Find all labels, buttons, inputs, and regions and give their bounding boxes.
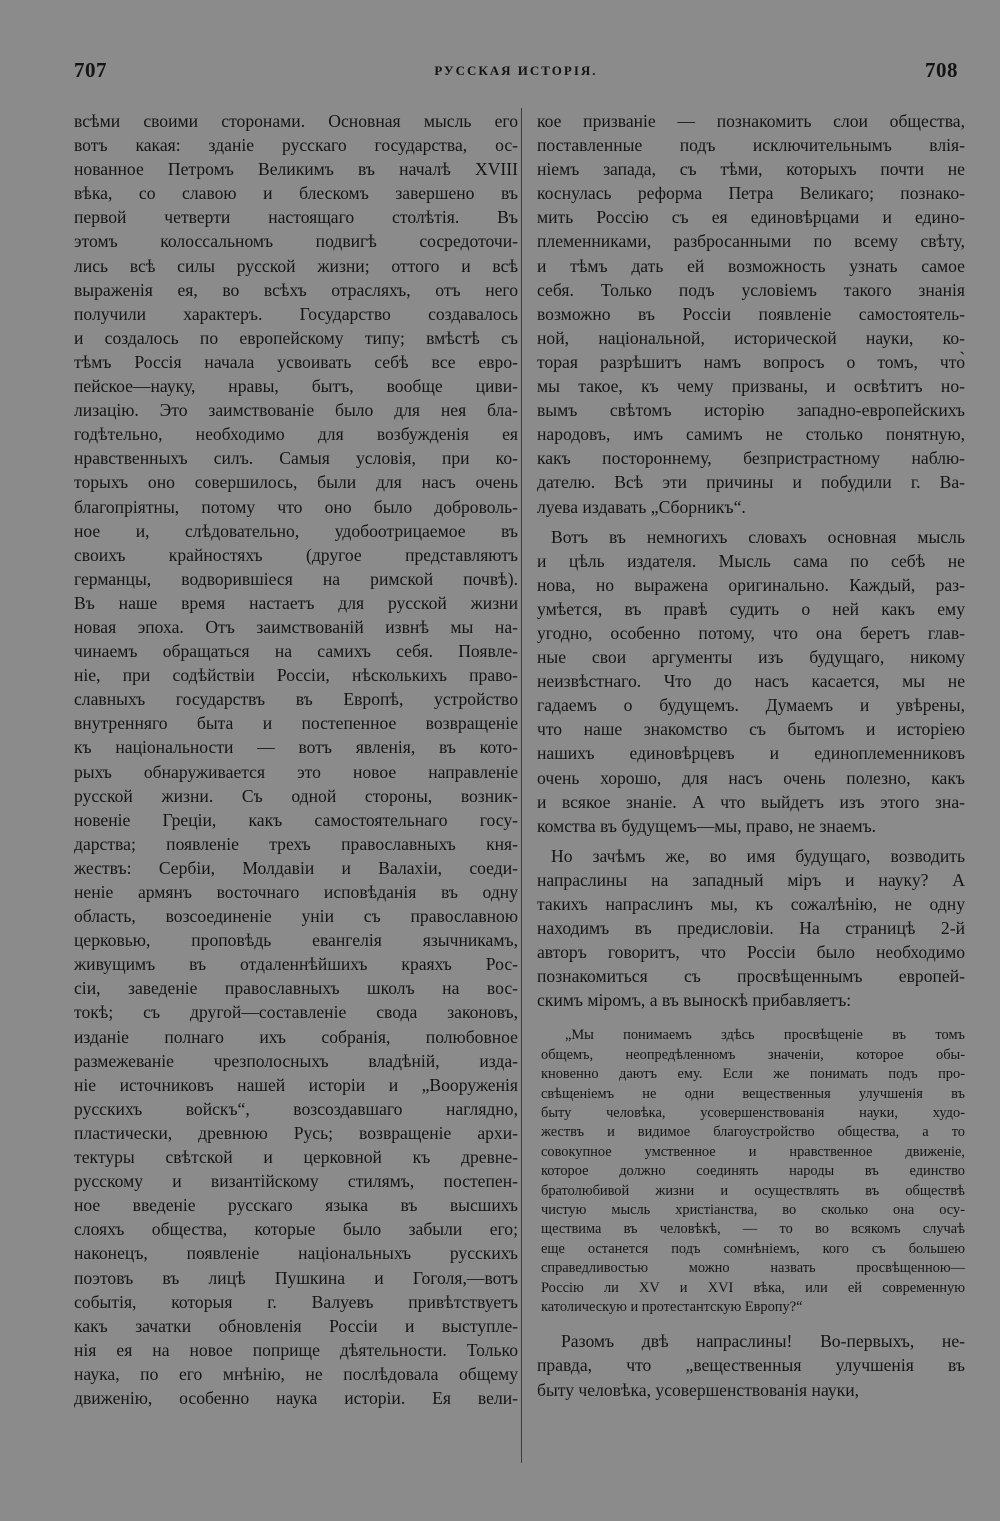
text-line: выраженія ея, во всѣхъ отрасляхъ, отъ него [74,279,518,300]
text-line: поэтовъ въ лицѣ Пушкина и Гоголя,—вотъ [74,1267,518,1288]
text-line: сіи, заведеніе православныхъ школъ на вос- [74,978,518,999]
text-line: торая разрѣшитъ намъ вопросъ о томъ, что̀ [537,351,965,372]
text-line: нованное Петромъ Великимъ въ началѣ XVIII [74,159,518,180]
text-line: народовъ, имъ самимъ не столько понятную, [537,424,965,445]
text-line: наука, по его мнѣнію, не послѣдовала общему [74,1363,518,1384]
text-line: Но зачѣмъ же, во имя будущаго, возводить [551,845,965,866]
quote-line: братолюбивой жизни и осуществлять въ обществѣ [541,1182,965,1199]
text-line: нія ея на новое поприще дѣятельности. Только [74,1339,518,1360]
quote-line: кновенно даютъ ему. Если же понимать подъ про- [541,1066,965,1083]
text-line: ніе, при содѣйствіи Россіи, нѣсколькихъ право- [74,665,518,686]
text-line: нашихъ единовѣрцевъ и единоплеменниковъ [537,743,965,764]
text-line: возможно въ Россіи появленіе самостоятель- [537,303,965,324]
text-line: какъ зачатки обновленія Россіи и выступле- [74,1315,518,1336]
block-quote [537,1026,965,1317]
quote-line: совокупное умственное и нравственное движеніе, [541,1143,965,1160]
text-line: и цѣль издателя. Мысль сама по себѣ не [537,550,965,571]
text-line: внутренняго быта и постепенное возвращеніе [74,713,518,734]
text-line: чинаемъ обращаться на самихъ себя. Появле- [74,641,518,662]
text-line: и тѣмъ дать ей возможность узнать самое [537,255,965,276]
text-line: что наше знакомство съ бытомъ и исторіею [537,719,965,740]
quote-line: жествъ и видимое благоустройство общества, а то [541,1124,965,1141]
text-line: умѣется, въ правѣ судить о ней какъ ему [537,598,965,619]
text-line: вымъ свѣтомъ исторію западно-европейскихъ [537,400,965,421]
text-line: коснулась реформа Петра Великаго; познако- [537,183,965,204]
text-line: ной, національной, исторической науки, ко- [537,327,965,348]
column-divider [521,108,522,1463]
text-line: находимъ въ предисловіи. На страницѣ 2-й [537,918,965,939]
text-line: къ національности — вотъ явленія, въ кото- [74,737,518,758]
text-line: напраслины на западный міръ и науку? А [537,869,965,890]
text-line: комства въ будущемъ—мы, право, не знаемъ. [537,815,877,836]
text-line: лись всѣ силы русской жизни; оттого и всѣ [74,255,518,276]
text-line: благопріятны, потому что оно было доброволь- [74,496,518,517]
text-line: племенниками, разбросанными по всему свѣту, [537,231,965,252]
text-line: всѣми своими сторонами. Основная мысль его [74,111,518,131]
text-line: луева издавать „Сборникъ“. [537,496,746,517]
quote-line: чистую мысль христіанства, во сколько она осу- [541,1201,965,1218]
text-line: мы такое, къ чему призваны, и освѣтитъ но- [537,376,965,397]
quote-line: ществима въ человѣкѣ, — то во всякомъ случаѣ [541,1221,965,1238]
quote-line: католическую и протестантскую Европу?“ [541,1298,803,1315]
text-line: Въ наше время настаетъ для русской жизни [74,592,518,613]
text-line: вѣка, со славою и блескомъ завершено въ [74,183,518,204]
text-line: угодно, особенно потому, что она беретъ глав- [537,622,965,643]
text-line: лизацію. Это заимствованіе было для нея бла- [74,400,518,421]
text-line: Вотъ въ немногихъ словахъ основная мысль [551,526,965,547]
text-line: вотъ какая: зданіе русскаго государства, ос- [74,135,518,156]
text-line: русскому и византійскому стилямъ, постепен- [74,1171,518,1192]
text-line: нова, но выражена оригинально. Каждый, раз- [537,574,965,595]
page-number-right: 708 [925,58,958,82]
text-line: церковью, проповѣдь евангелія язычникамъ, [74,930,518,951]
text-line: Разомъ двѣ напраслины! Во-первыхъ, не- [561,1331,965,1352]
text-line: получили характеръ. Государство создавалось [74,303,518,324]
text-line: токѣ; съ другой—составленіе свода законовъ, [74,1002,518,1023]
paragraph-3 [537,844,965,1013]
text-line: торыхъ оно совершилось, были для насъ очень [74,472,518,493]
text-line: неніе армянъ восточнаго исповѣданія въ одну [74,882,518,902]
text-line: кое призваніе — познакомить слои общества, [537,111,965,131]
text-line: своихъ крайностяхъ (другое представляютъ [74,544,518,565]
text-line: и всякое знаніе. А что выйдетъ изъ этого зна- [537,791,965,812]
text-line: жествъ: Сербіи, Молдавіи и Валахіи, соеди- [74,857,518,878]
text-line: ніе источниковъ нашей исторіи и „Вооруженія [74,1074,518,1095]
right-column [537,109,965,1402]
text-line: такихъ напраслинъ мы, къ сожалѣнію, не одну [537,894,965,914]
text-line: очень хорошо, для насъ очень полезно, какъ [537,767,965,788]
text-line: ніемъ запада, съ тѣми, которыхъ почти не [537,159,965,180]
text-line: тѣмъ Россія начала усвоивать себѣ все евро- [74,351,518,372]
text-line: нравственныхъ силъ. Самыя условія, при ко- [74,448,518,469]
text-line: авторъ говоритъ, что Россіи было необходимо [537,942,965,963]
text-line: изданіе полнаго ихъ собранія, полюбовное [74,1026,518,1047]
text-line: неизвѣстнаго. Что до насъ касается, мы не [537,671,965,692]
text-line: поставленные подъ исключительнымъ влія- [537,135,965,156]
text-line: быту человѣка, усовершенствованія науки, [537,1379,860,1400]
text-line: ное введеніе русскаго языка въ высшихъ [74,1195,518,1216]
text-line: познакомиться съ просвѣщеннымъ европей- [537,966,965,987]
paragraph-1 [537,109,965,519]
text-line: наконецъ, появленіе національныхъ русскихъ [74,1243,518,1264]
running-title: РУССКАЯ ИСТОРІЯ. [434,63,598,78]
text-line: какъ постороннему, безпристрастному наблю- [537,448,965,469]
quote-line: справедливостью можно назвать просвѣщенною— [541,1260,965,1277]
text-line: слояхъ общества, которые было забыли его; [74,1219,518,1240]
page-number-left: 707 [74,58,107,82]
text-line: себя. Только подъ условіемъ такого знанія [537,279,965,300]
text-line: русскихъ войскъ“, возсоздавшаго наглядно, [74,1098,518,1119]
text-line: дателю. Всѣ эти причины и побудили г. Ва- [537,472,965,493]
text-line: дарства; появленіе трехъ православныхъ кня- [74,833,518,854]
text-line: пейское—науку, нравы, бытъ, вообще циви- [74,376,518,397]
paragraph-2 [537,525,965,838]
text-line: славныхъ государствъ въ Европѣ, устройство [74,689,518,710]
text-line: правда, что „вещественныя улучшенія въ [537,1355,965,1376]
left-column [74,109,518,1410]
paragraph-4 [537,1329,965,1401]
text-line: рыхъ обнаруживается это новое направленіе [74,761,518,782]
text-line: новая эпоха. Отъ заимствованій извнѣ мы на- [74,616,518,637]
text-line: размежеваніе чрезполосныхъ владѣній, изда- [74,1050,518,1071]
quote-line: которое должно соединять народы въ единство [541,1163,965,1180]
text-line: пластически, древнюю Русь; возвращеніе архи- [74,1122,518,1143]
text-line: ные свои аргументы изъ будущаго, никому [537,647,965,668]
text-line: тектуры свѣтской и церковной къ древне- [74,1147,518,1168]
quote-line: свѣщеніемъ не одни вещественныя улучшенія въ [541,1085,965,1102]
quote-line: Россію ли XV и XVI вѣка, или ей современную [541,1279,965,1296]
text-line: первой четверти настоящаго столѣтія. Въ [74,207,518,228]
quote-line: еще останется подъ сомнѣніемъ, кого съ большею [541,1240,965,1257]
text-line: новеніе Греціи, какъ самостоятельнаго госу- [74,809,518,830]
text-line: мить Россію съ ея единовѣрцами и едино- [537,207,965,228]
text-line: и создалось по европейскому типу; вмѣстѣ съ [74,327,518,348]
quote-line: быту человѣка, усовершенствованія науки, худо- [541,1105,965,1122]
quote-line: общемъ, неопредѣленномъ значеніи, которое обы- [541,1046,965,1063]
text-line: годѣтельно, необходимо для возбужденія ея [74,424,518,445]
text-line: ное и, слѣдовательно, удобоотрицаемое въ [74,520,518,541]
text-line: живущимъ въ отдаленнѣйшихъ краяхъ Рос- [74,954,518,975]
quote-line: „Мы понимаемъ здѣсь просвѣщеніе въ томъ [565,1027,965,1044]
text-line: область, возсоединеніе уніи съ православною [74,906,518,927]
text-line: этомъ колоссальномъ подвигѣ сосредоточи- [74,231,518,252]
text-line: германцы, водворившіеся на римской почвѣ). [74,568,518,589]
text-line: русской жизни. Съ одной стороны, возник- [74,785,518,806]
text-line: событія, которыя г. Валуевъ привѣтствуетъ [74,1291,518,1312]
text-line: движенію, особенно наука исторіи. Ея вели- [74,1387,518,1408]
text-line: гадаемъ о будущемъ. Думаемъ и увѣрены, [537,695,965,716]
page-header [74,58,958,90]
text-line: скимъ міромъ, а въ выноскѣ прибавляетъ: [537,990,852,1011]
